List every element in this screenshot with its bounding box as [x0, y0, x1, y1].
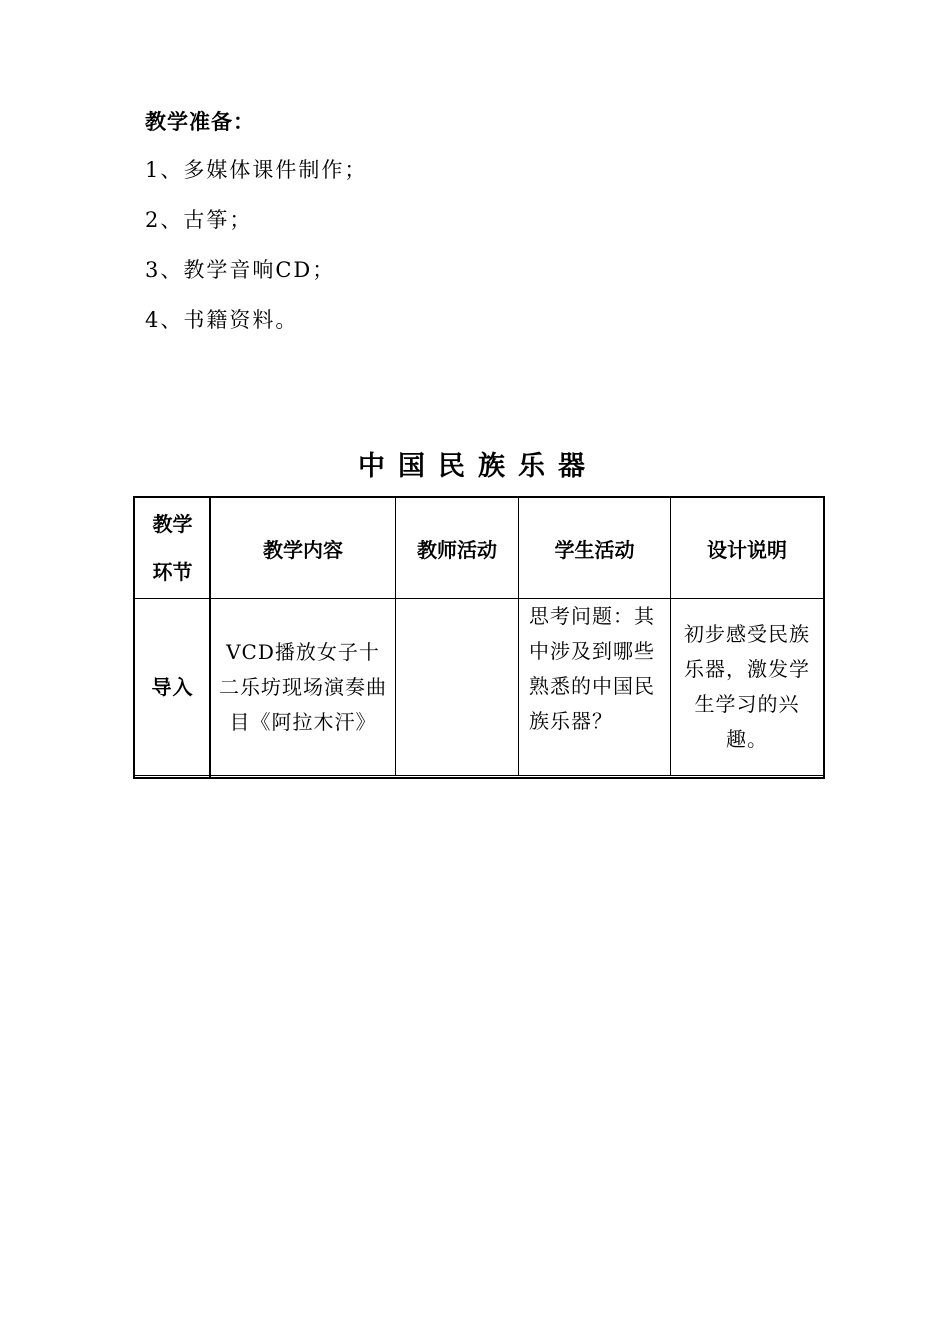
header-teacher: 教师活动 [396, 498, 519, 599]
preparation-item: 1、多媒体课件制作； [145, 158, 368, 182]
cell-stage: 导入 [135, 599, 211, 776]
header-content: 教学内容 [211, 498, 396, 599]
preparation-list [145, 154, 367, 354]
cell-design: 初步感受民族乐器，激发学生学习的兴趣。 [671, 599, 824, 776]
preparation-item: 3、教学音响CD； [145, 258, 336, 282]
table-column-rule [209, 497, 211, 777]
preparation-heading: 教学准备： [145, 110, 255, 134]
cell-student: 思考问题：其中涉及到哪些熟悉的中国民族乐器？ [519, 599, 671, 776]
header-stage-line2: 环节 [152, 560, 193, 584]
table-header-row [135, 498, 824, 599]
header-design: 设计说明 [671, 498, 824, 599]
table-row [135, 599, 824, 776]
cell-teacher [396, 599, 519, 776]
preparation-item: 2、古筝； [145, 208, 253, 232]
cell-content: VCD播放女子十二乐坊现场演奏曲目《阿拉木汗》 [211, 599, 396, 776]
lesson-table [134, 497, 824, 776]
header-stage [135, 498, 211, 599]
document-title: 中国民族乐器 [358, 451, 598, 482]
preparation-item: 4、书籍资料。 [145, 308, 299, 332]
header-stage-line1: 教学 [152, 512, 193, 536]
header-student: 学生活动 [519, 498, 671, 599]
